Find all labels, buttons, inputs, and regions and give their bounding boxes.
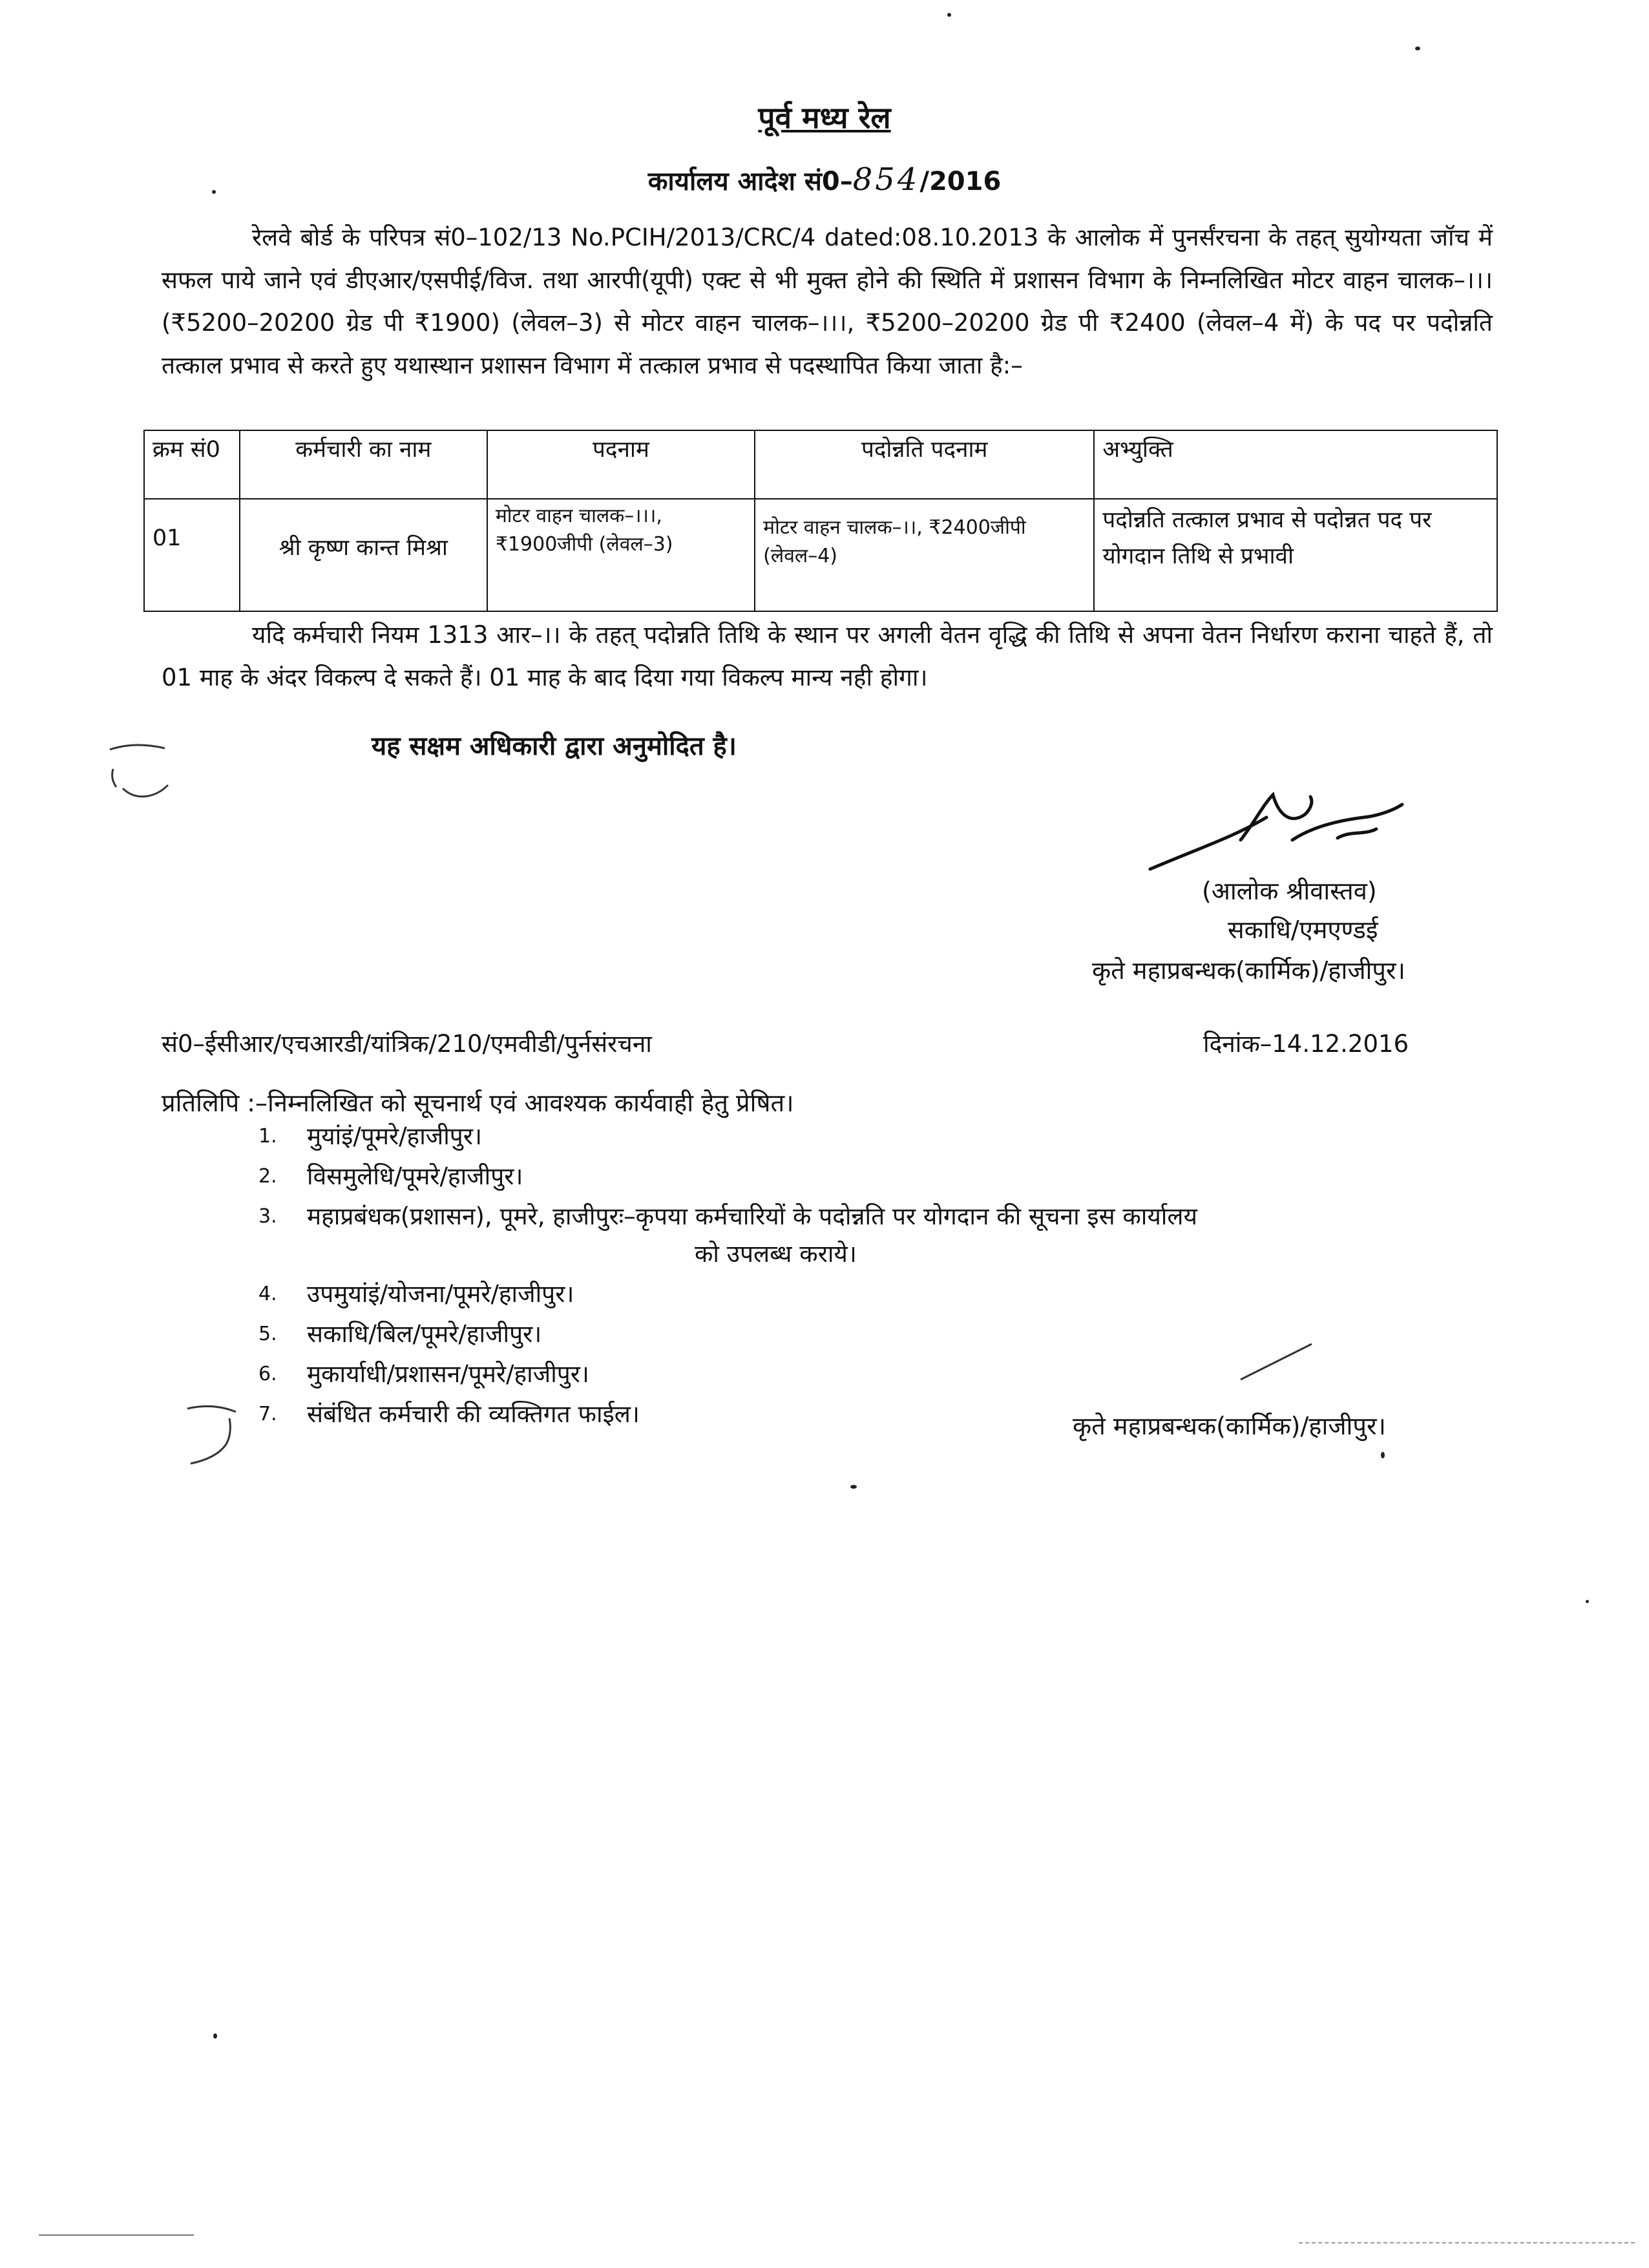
list-item <box>258 1158 1486 1195</box>
list-item <box>258 1118 1486 1155</box>
cell-remarks: पदोन्नति तत्काल प्रभाव से पदोन्नत पद पर योगदान तिथि से प्रभावी <box>1094 499 1497 611</box>
signatory-name: (आलोक श्रीवास्तव) <box>1202 877 1377 905</box>
punch-hole-mark <box>103 737 174 814</box>
scan-speck <box>213 2033 217 2039</box>
list-item-number: 5. <box>258 1323 277 1345</box>
reference-date: दिनांक–14.12.2016 <box>1203 1030 1409 1058</box>
list-item-number: 2. <box>258 1165 277 1188</box>
scan-speck <box>850 1485 857 1489</box>
list-item-number: 4. <box>258 1283 277 1305</box>
header-promoted-designation: पदोन्नति पदनाम <box>755 430 1094 499</box>
footer-rule <box>1299 2242 1635 2243</box>
promotion-table <box>143 430 1498 612</box>
cell-promoted-designation: मोटर वाहन चालक–।।, ₹2400जीपी (लेवल–4) <box>755 499 1094 611</box>
signatory-designation: सकाधि/एमएण्डई <box>1228 916 1378 944</box>
handwritten-signature <box>1144 779 1415 882</box>
scan-speck <box>1381 1452 1385 1458</box>
list-item-text: महाप्रबंधक(प्रशासन), पूमरे, हाजीपुरः–कृपया कर्मचारियों के पदोन्नति पर योगदान की सूचना इस कार्यालय <box>307 1202 1197 1230</box>
list-item-text: संबंधित कर्मचारी की व्यक्तिगत फाईल। <box>307 1400 640 1428</box>
scan-speck <box>212 190 216 194</box>
cell-serial: 01 <box>144 499 240 611</box>
order-number-handwritten: 854 <box>852 162 920 198</box>
header-remarks: अभ्युक्ति <box>1094 430 1497 499</box>
list-item-continuation: को उपलब्ध कराये। <box>695 1240 857 1268</box>
footer-rule <box>39 2234 194 2236</box>
header-designation: पदनाम <box>487 430 755 499</box>
list-item-number: 6. <box>258 1363 277 1385</box>
option-paragraph: यदि कर्मचारी नियम 1313 आर–।। के तहत् पदोन्नति तिथि के स्थान पर अगली वेतन वृद्धि की तिथि से अपना वेतन निर्धारण कराना चाहते हैं, तो 01 माह के अंदर विकल्प दे सकते हैं। 01 माह के बाद दिया गया विकल्प मान्य नही होगा। <box>162 621 1493 691</box>
order-number-line <box>0 162 1649 198</box>
punch-hole-mark <box>181 1399 246 1476</box>
list-item-text: मुयांइं/पूमरे/हाजीपुर। <box>307 1122 482 1150</box>
copy-to-list <box>258 1118 1486 1436</box>
intro-paragraph: रेलवे बोर्ड के परिपत्र सं0–102/13 No.PCIH/2013/CRC/4 dated:08.10.2013 के आलोक में पुनर्संरचना के तहत् सुयोग्यता जॉच में सफल पाये जाने एवं डीएआर/एसपीई/विज. तथा आरपी(यूपी) एक्ट से भी मुक्त होने की स्थिति में प्रशासन विभाग के निम्नलिखित मोटर वाहन चालक–।।। (₹5200–20200 ग्रेड पी ₹1900) (लेवल–3) से मोटर वाहन चालक–।।।, ₹5200–20200 ग्रेड पी ₹2400 (लेवल–4 में) के पद पर पदोन्नति तत्काल प्रभाव से करते हुए यथास्थान प्रशासन विभाग में तत्काल प्रभाव से पदस्थापित किया जाता है:– <box>162 224 1493 379</box>
signatory-on-behalf: कृते महाप्रबन्धक(कार्मिक)/हाजीपुर। <box>1092 956 1405 985</box>
reference-number: सं0–ईसीआर/एचआरडी/यांत्रिक/210/एमवीडी/पुर्नसंरचना <box>162 1030 652 1058</box>
table-header-row <box>144 430 1497 499</box>
order-suffix: /2016 <box>919 167 1002 196</box>
copy-to-heading: प्रतिलिपि :–निम्नलिखित को सूचनार्थ एवं आवश्यक कार्यवाही हेतु प्रेषित। <box>162 1089 794 1117</box>
table-row <box>144 499 1497 611</box>
approval-note: यह सक्षम अधिकारी द्वारा अनुमोदित है। <box>372 731 737 761</box>
organization-title: पूर्व मध्य रेल <box>758 100 891 135</box>
list-item-text: मुकार्याधी/प्रशासन/पूमरे/हाजीपुर। <box>307 1360 589 1388</box>
header-serial: क्रम सं0 <box>144 430 240 499</box>
copy-on-behalf: कृते महाप्रबन्धक(कार्मिक)/हाजीपुर। <box>1073 1412 1386 1440</box>
list-item <box>258 1276 1486 1313</box>
list-item <box>258 1198 1486 1273</box>
list-item-text: उपमुयांइं/योजना/पूमरे/हाजीपुर। <box>307 1280 574 1308</box>
scan-speck <box>1586 1600 1589 1603</box>
list-item-number: 1. <box>258 1125 277 1148</box>
pen-mark <box>1234 1341 1318 1386</box>
scan-speck <box>1415 47 1420 50</box>
header-employee-name: कर्मचारी का नाम <box>240 430 487 499</box>
list-item-number: 7. <box>258 1403 277 1425</box>
list-item-text: विसमुलेधि/पूमरे/हाजीपुर। <box>307 1162 523 1190</box>
order-prefix: कार्यालय आदेश सं0– <box>647 167 853 196</box>
list-item-number: 3. <box>258 1205 277 1228</box>
scan-speck <box>947 13 951 17</box>
cell-employee-name: श्री कृष्ण कान्त मिश्रा <box>240 499 487 611</box>
cell-designation: मोटर वाहन चालक–।।।, ₹1900जीपी (लेवल–3) <box>487 499 755 611</box>
list-item-text: सकाधि/बिल/पूमरे/हाजीपुर। <box>307 1320 542 1348</box>
